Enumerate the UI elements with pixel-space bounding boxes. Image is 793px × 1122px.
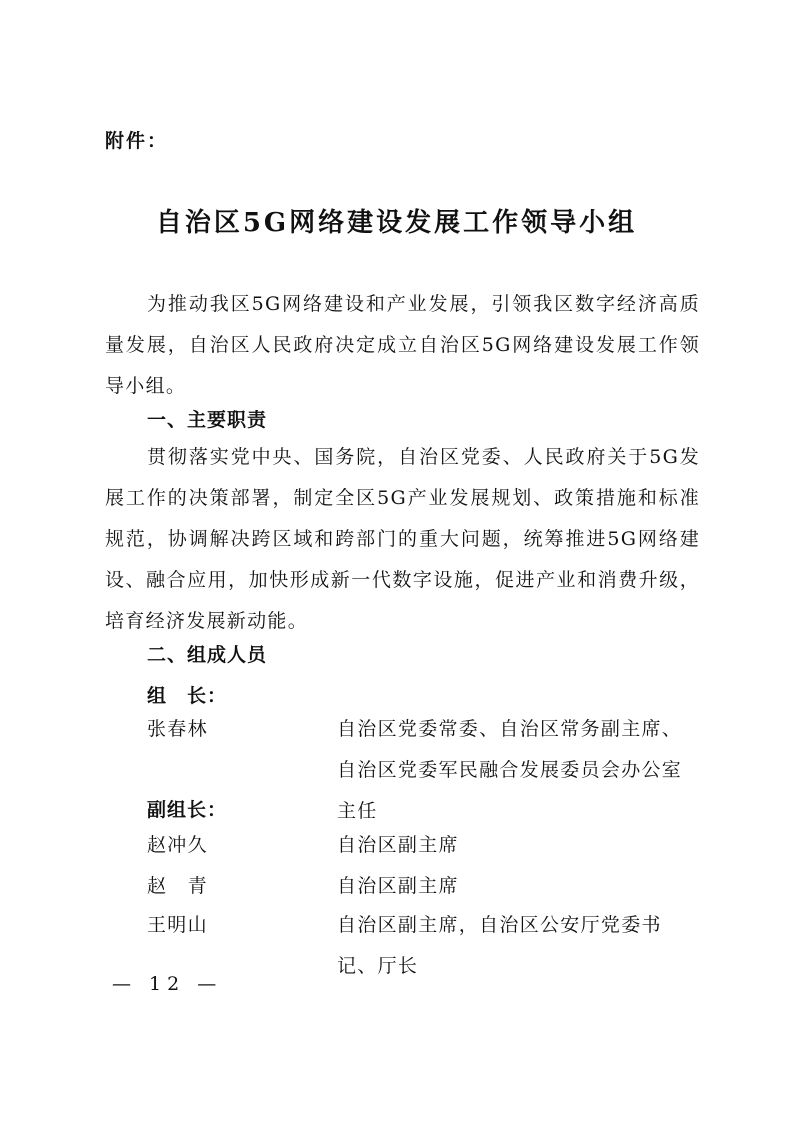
member-position: 自治区副主席 [337, 834, 459, 856]
section-heading-duties: 一、主要职责 [147, 409, 268, 431]
document-title: 自治区5G网络建设发展工作领导小组 [155, 208, 638, 238]
page-number: — 12 — [112, 973, 223, 995]
member-name: 赵冲久 [147, 834, 208, 856]
leader-label: 组 长： [147, 685, 228, 707]
member-position: 自治区副主席，自治区公安厅党委书记、厅长 [337, 914, 662, 977]
member-name: 张春林 [147, 718, 208, 740]
member-position: 自治区副主席 [337, 875, 459, 897]
intro-paragraph: 为推动我区5G网络建设和产业发展，引领我区数字经济高质量发展，自治区人民政府决定成立自治区5G网络建设发展工作领导小组。 [105, 293, 700, 397]
duties-paragraph: 贯彻落实党中央、国务院，自治区党委、人民政府关于5G发展工作的决策部署，制定全区5G产业发展规划、政策措施和标准规范，协调解决跨区域和跨部门的重大问题，统筹推进5G网络建设、融合应用，加快形成新一代数字设施，促进产业和消费升级，培育经济发展新动能。 [105, 446, 700, 632]
member-name: 王明山 [147, 914, 208, 936]
section-heading-members: 二、组成人员 [147, 644, 268, 666]
member-position: 自治区党委常委、自治区常务副主席、自治区党委军民融合发展委员会办公室主任 [337, 718, 683, 822]
member-name: 赵 青 [147, 875, 208, 897]
attachment-label: 附件： [105, 130, 169, 152]
deputy-label: 副组长： [147, 799, 228, 821]
